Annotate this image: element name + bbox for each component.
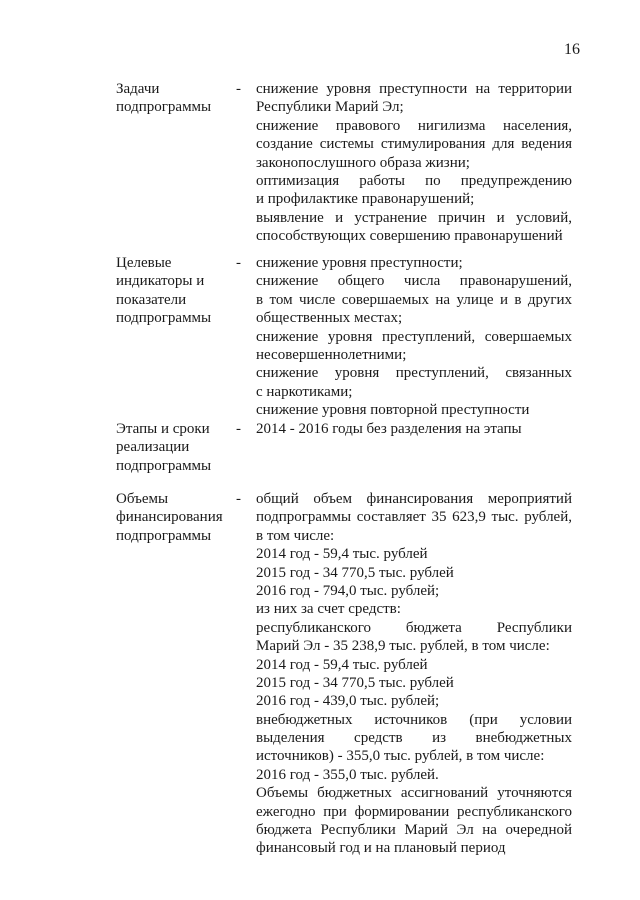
content-line: 2014 - 2016 годы без разделения на этапы bbox=[256, 421, 522, 437]
content-line: снижение уровня повторной преступности bbox=[256, 402, 530, 419]
label-line: показатели bbox=[116, 291, 187, 308]
label-line: индикаторы и bbox=[116, 273, 205, 290]
content-line: способствующих совершению правонарушений bbox=[256, 228, 563, 245]
content-line: создание системы стимулирования для ведения bbox=[256, 136, 572, 153]
content-line: и профилактике правонарушений; bbox=[256, 191, 475, 208]
page-number: 16 bbox=[564, 41, 580, 58]
content-line: 2016 год - 355,0 тыс. рублей. bbox=[256, 766, 439, 783]
content-line: снижение уровня преступности на территории bbox=[256, 81, 572, 97]
content-line: ежегодно при формировании республиканского bbox=[256, 803, 572, 820]
content-line: оптимизация работы по предупреждению bbox=[256, 172, 572, 189]
content-line: Республики Марий Эл; bbox=[256, 99, 404, 116]
label-line: подпрограммы bbox=[116, 527, 212, 544]
row-label bbox=[116, 490, 234, 545]
content-line: 2014 год - 59,4 тыс. рублей bbox=[256, 546, 428, 563]
content-line: несовершеннолетними; bbox=[256, 346, 407, 363]
label-line: подпрограммы bbox=[116, 99, 212, 116]
label-line: Задачи bbox=[116, 81, 160, 97]
content-line: финансовый год и на плановый период bbox=[256, 840, 506, 857]
row-dash: - bbox=[236, 421, 241, 437]
content-line: в том числе совершаемых на улице и в других bbox=[256, 291, 572, 308]
content-line: внебюджетных источников (при условии bbox=[256, 711, 572, 728]
row-dash: - bbox=[236, 81, 241, 97]
content-line: из них за счет средств: bbox=[256, 601, 401, 618]
label-line: Объемы bbox=[116, 491, 169, 507]
content-line: 2014 год - 59,4 тыс. рублей bbox=[256, 656, 428, 673]
label-line: Целевые bbox=[116, 255, 172, 271]
row-dash: - bbox=[236, 255, 241, 271]
label-line: подпрограммы bbox=[116, 457, 212, 474]
content-line: снижение правового нигилизма населения, bbox=[256, 117, 572, 134]
row-label bbox=[116, 80, 234, 117]
row-label bbox=[116, 420, 234, 475]
content-line: в том числе: bbox=[256, 527, 335, 544]
content-line: Марий Эл - 35 238,9 тыс. рублей, в том числе: bbox=[256, 638, 550, 655]
content-line: снижение уровня преступлений, совершаемых bbox=[256, 328, 572, 345]
row-content bbox=[256, 420, 572, 438]
content-line: источников) - 355,0 тыс. рублей, в том числе: bbox=[256, 748, 545, 765]
content-line: 2016 год - 439,0 тыс. рублей; bbox=[256, 693, 440, 710]
content-line: общественных местах; bbox=[256, 310, 403, 327]
content-line: общий объем финансирования мероприятий bbox=[256, 491, 572, 507]
row-dash: - bbox=[236, 491, 241, 507]
content-line: республиканского бюджета Республики bbox=[256, 619, 572, 636]
content-line: снижение уровня преступлений, связанных bbox=[256, 365, 572, 382]
label-line: реализации bbox=[116, 439, 190, 456]
content-line: выявление и устранение причин и условий, bbox=[256, 209, 572, 226]
row-content bbox=[256, 490, 572, 858]
label-line: финансирования bbox=[116, 509, 223, 526]
content-line: с наркотиками; bbox=[256, 383, 353, 400]
label-line: Этапы и сроки bbox=[116, 421, 210, 437]
row-content bbox=[256, 254, 572, 420]
content-line: бюджета Республики Марий Эл на очередной bbox=[256, 822, 572, 839]
row-content bbox=[256, 80, 572, 246]
content-line: выделения средств из внебюджетных bbox=[256, 730, 572, 747]
row-label bbox=[116, 254, 234, 328]
content-line: 2015 год - 34 770,5 тыс. рублей bbox=[256, 674, 454, 691]
content-line: 2016 год - 794,0 тыс. рублей; bbox=[256, 582, 440, 599]
content-line: снижение уровня преступности; bbox=[256, 255, 463, 271]
content-line: 2015 год - 34 770,5 тыс. рублей bbox=[256, 564, 454, 581]
content-line: законопослушного образа жизни; bbox=[256, 154, 470, 171]
content-line: Объемы бюджетных ассигнований уточняются bbox=[256, 785, 572, 802]
content-line: подпрограммы составляет 35 623,9 тыс. рублей, bbox=[256, 509, 572, 526]
label-line: подпрограммы bbox=[116, 310, 212, 327]
content-line: снижение общего числа правонарушений, bbox=[256, 273, 572, 290]
